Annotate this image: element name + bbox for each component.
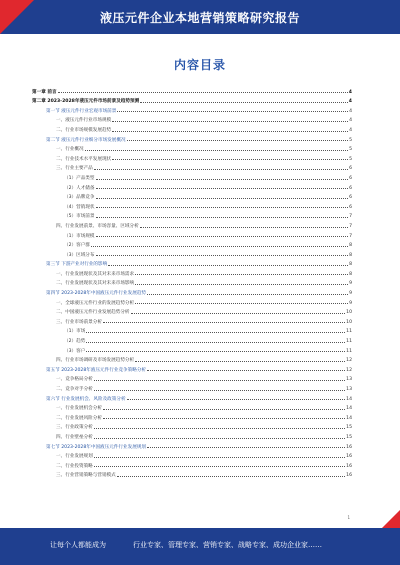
toc-leader-dots (58, 92, 348, 93)
toc-entry[interactable] (32, 392, 352, 402)
toc-leader-dots (96, 179, 349, 180)
toc-entry[interactable] (32, 382, 352, 392)
toc-entry-page: 6 (349, 195, 352, 201)
toc-entry[interactable] (32, 306, 352, 316)
toc-entry-page: 9 (349, 291, 352, 297)
toc-entry[interactable] (32, 325, 352, 335)
toc-entry-page: 6 (349, 185, 352, 191)
toc-entry-label: 第六节 行业发展机会、风险及政策分析 (46, 396, 126, 402)
toc-entry-label: 第一章 前言 (32, 89, 57, 95)
toc-entry[interactable] (32, 267, 352, 277)
toc-leader-dots (96, 236, 349, 237)
toc-entry-label: 二、中国液压元件行业发展趋势分析 (56, 310, 130, 316)
toc-leader-dots (96, 188, 349, 189)
toc-leader-dots (103, 409, 345, 410)
toc-entry-label: 三、行业市场前景分析 (56, 319, 102, 325)
toc-entry-page: 8 (349, 262, 352, 268)
toc-leader-dots (96, 207, 349, 208)
toc-entry-label: 第一节 液压元件行业宏观市场前景 (46, 108, 117, 114)
toc-entry-label: （1）市场规模 (64, 233, 95, 239)
toc-entry[interactable] (32, 114, 352, 124)
toc-entry-page: 10 (346, 310, 352, 316)
toc-entry[interactable] (32, 450, 352, 460)
toc-entry[interactable] (32, 402, 352, 412)
toc-entry[interactable] (32, 334, 352, 344)
toc-entry[interactable] (32, 162, 352, 172)
toc-entry-page: 5 (349, 137, 352, 143)
toc-entry-page: 16 (346, 454, 352, 460)
toc-leader-dots (135, 274, 348, 275)
toc-entry-page: 14 (346, 406, 352, 412)
toc-entry[interactable] (32, 123, 352, 133)
toc-entry[interactable] (32, 373, 352, 383)
toc-entry[interactable] (32, 191, 352, 201)
toc-entry-label: 三、行业主要产品 (56, 166, 93, 172)
toc-leader-dots (147, 447, 345, 448)
toc-entry-page: 5 (349, 147, 352, 153)
toc-entry-label: （2）客户群 (64, 243, 90, 249)
toc-leader-dots (108, 265, 348, 266)
toc-entry[interactable] (32, 85, 352, 95)
toc-leader-dots (94, 380, 345, 381)
toc-leader-dots (86, 332, 345, 333)
toc-leader-dots (94, 457, 345, 458)
toc-entry-page: 8 (349, 271, 352, 277)
toc-entry-label: 一、全球液压元件行业的发展趋势分析 (56, 300, 135, 306)
toc-leader-dots (112, 121, 348, 122)
toc-entry[interactable] (32, 104, 352, 114)
toc-leader-dots (96, 198, 349, 199)
toc-entry[interactable] (32, 354, 352, 364)
toc-entry-label: 二、行业发展风险分析 (56, 415, 102, 421)
toc-entry-label: 四、行业发展前景、市场容量、区域分析 (56, 223, 139, 229)
toc-entry-page: 12 (346, 367, 352, 373)
toc-entry-label: 第二节 液压元件行业细分市场发展概况 (46, 137, 126, 143)
toc-entry-label: 第二章 2023-2028年液压元件市场前景及趋势预测 (32, 99, 140, 105)
toc-entry-label: 四、行业壁垒分析 (56, 434, 93, 440)
toc-leader-dots (135, 361, 345, 362)
toc-leader-dots (117, 476, 345, 477)
toc-leader-dots (131, 313, 346, 314)
toc-entry[interactable] (32, 421, 352, 431)
toc-leader-dots (91, 246, 348, 247)
toc-leader-dots (96, 255, 349, 256)
toc-entry-page: 4 (348, 99, 352, 105)
toc-entry-page: 10 (346, 319, 352, 325)
toc-entry-label: （2）人才储备 (64, 185, 95, 191)
toc-leader-dots (117, 111, 348, 112)
toc-entry[interactable] (32, 459, 352, 469)
toc-entry-label: 第四节 2023-2028年中国液压元件行业发展趋势 (46, 291, 147, 297)
toc-leader-dots (94, 428, 345, 429)
toc-entry-label: 一、行业发展规划 (56, 454, 93, 460)
toc-leader-dots (85, 150, 348, 151)
footer-accent-triangle (382, 510, 400, 528)
footer-band (0, 528, 400, 565)
table-of-contents (32, 85, 352, 478)
toc-entry[interactable] (32, 344, 352, 354)
toc-entry-label: 一、行业发展现状及其对未来市场需求 (56, 271, 135, 277)
toc-entry-page: 4 (349, 108, 352, 114)
toc-entry-label: （1）市场 (64, 329, 86, 335)
toc-entry-label: 二、行业投资策略 (56, 463, 93, 469)
footer-slogan-right: 行业专家、管理专家、营销专家、战略专家、成功企业家…… (133, 541, 322, 549)
toc-entry[interactable] (32, 277, 352, 287)
report-title: 液压元件企业本地营销策略研究报告 (99, 11, 300, 25)
toc-entry-label: 二、竞争对手分析 (56, 387, 93, 392)
toc-entry-label: （4）营销现状 (64, 204, 95, 210)
toc-entry-label: （3）品牌竞争 (64, 195, 95, 201)
toc-leader-dots (127, 399, 346, 400)
toc-entry-label: 一、行业发展机会分析 (56, 406, 102, 412)
toc-entry-page: 14 (346, 396, 352, 402)
toc-leader-dots (86, 351, 345, 352)
toc-entry-page: 16 (346, 444, 352, 450)
toc-entry[interactable] (32, 200, 352, 210)
toc-entry-page: 16 (346, 463, 352, 469)
toc-entry[interactable] (32, 181, 352, 191)
toc-entry-label: 二、行业发展现状及其对未来市场影响 (56, 281, 135, 287)
toc-entry-page: 5 (349, 156, 352, 162)
toc-entry-page: 7 (349, 214, 352, 220)
toc-entry[interactable] (32, 440, 352, 450)
toc-leader-dots (94, 466, 345, 467)
toc-entry-label: （2）趋势 (64, 339, 86, 345)
toc-heading: 内容目录 (173, 58, 226, 72)
toc-entry-label: 四、行业市场调研及市场发展趋势分析 (56, 358, 135, 364)
toc-entry-label: 三、行业营销策略与营销模式 (56, 473, 116, 479)
toc-entry-page: 11 (346, 339, 352, 345)
toc-leader-dots (135, 284, 348, 285)
toc-entry[interactable] (32, 229, 352, 239)
toc-leader-dots (127, 140, 349, 141)
toc-entry-page: 8 (349, 252, 352, 258)
toc-leader-dots (86, 342, 345, 343)
toc-entry[interactable] (32, 469, 352, 479)
toc-entry-page: 9 (349, 300, 352, 306)
toc-entry-page: 13 (346, 387, 352, 392)
toc-leader-dots (135, 303, 348, 304)
toc-entry-page: 4 (348, 89, 352, 95)
toc-entry-page: 6 (349, 175, 352, 181)
toc-entry[interactable] (32, 95, 352, 105)
toc-leader-dots (140, 102, 348, 103)
toc-entry-page: 4 (349, 127, 352, 133)
toc-leader-dots (147, 294, 348, 295)
toc-entry[interactable] (32, 296, 352, 306)
toc-entry-label: 第五节 2023-2028年液压元件行业竞争策略分析 (46, 367, 147, 373)
toc-entry[interactable] (32, 133, 352, 143)
toc-entry-page: 15 (346, 425, 352, 431)
toc-entry[interactable] (32, 411, 352, 421)
toc-entry[interactable] (32, 258, 352, 268)
toc-entry-page: 8 (349, 243, 352, 249)
toc-entry-label: 第七节 2023-2028年中国液压元件行业发展规划 (46, 444, 147, 450)
toc-entry-page: 13 (346, 377, 352, 383)
toc-entry-page: 15 (346, 434, 352, 440)
toc-entry-page: 9 (349, 281, 352, 287)
toc-entry[interactable] (32, 152, 352, 162)
toc-entry[interactable] (32, 210, 352, 220)
toc-entry-label: 一、竞争格局分析 (56, 377, 93, 383)
toc-entry-label: 一、液压元件行业市场规模 (56, 118, 112, 124)
toc-entry[interactable] (32, 430, 352, 440)
toc-entry-label: 第三节 下游产业对行业的影响 (46, 262, 108, 268)
header-band (0, 0, 400, 34)
toc-entry-page: 11 (346, 329, 352, 335)
page-number: 1 (347, 515, 350, 520)
toc-leader-dots (94, 390, 345, 391)
toc-entry-page: 6 (349, 204, 352, 210)
toc-entry-label: （3）客户 (64, 348, 86, 354)
toc-leader-dots (96, 217, 349, 218)
toc-entry[interactable] (32, 171, 352, 181)
toc-entry-page: 7 (349, 233, 352, 239)
toc-entry-label: （1）产品类型 (64, 175, 95, 181)
footer-slogan-left: 让每个人都能成为 (50, 541, 106, 549)
toc-leader-dots (147, 370, 345, 371)
toc-entry[interactable] (32, 248, 352, 258)
toc-entry-label: 一、行业概况 (56, 147, 84, 153)
toc-entry-label: （3）区域分布 (64, 252, 95, 258)
toc-entry-label: 二、行业技术水平发展现状 (56, 156, 112, 162)
toc-leader-dots (94, 438, 345, 439)
toc-entry-page: 11 (346, 348, 352, 354)
toc-entry[interactable] (32, 239, 352, 249)
toc-entry-page: 14 (346, 415, 352, 421)
toc-entry-page: 16 (346, 473, 352, 479)
toc-leader-dots (103, 418, 345, 419)
toc-entry-label: （5）市场前景 (64, 214, 95, 220)
toc-entry-label: 二、行业市场规模发展趋势 (56, 127, 112, 133)
toc-entry[interactable] (32, 143, 352, 153)
toc-entry[interactable] (32, 219, 352, 229)
toc-entry[interactable] (32, 286, 352, 296)
toc-leader-dots (103, 322, 345, 323)
toc-leader-dots (112, 131, 348, 132)
toc-leader-dots (140, 227, 348, 228)
toc-entry-label: 三、行业政策分析 (56, 425, 93, 431)
toc-entry-page: 12 (346, 358, 352, 364)
toc-leader-dots (94, 169, 348, 170)
toc-leader-dots (112, 159, 348, 160)
toc-entry-page: 4 (349, 118, 352, 124)
toc-entry-page: 6 (349, 166, 352, 172)
toc-entry[interactable] (32, 363, 352, 373)
toc-entry-page: 7 (349, 223, 352, 229)
toc-entry[interactable] (32, 315, 352, 325)
